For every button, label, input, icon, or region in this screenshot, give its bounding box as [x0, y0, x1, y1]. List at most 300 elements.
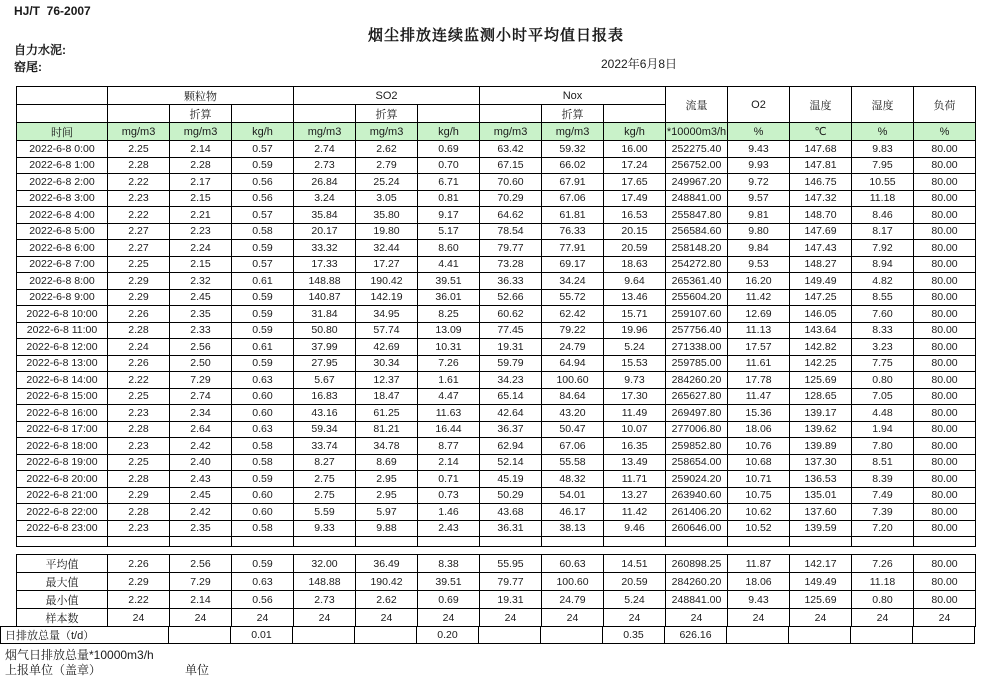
value-cell: 80.00 — [914, 223, 976, 240]
value-cell: 148.27 — [790, 256, 852, 273]
value-cell: 18.63 — [604, 256, 666, 273]
value-cell: 26.84 — [294, 174, 356, 191]
value-cell: 9.80 — [728, 223, 790, 240]
value-cell: 20.59 — [604, 240, 666, 257]
time-cell: 2022-6-8 21:00 — [17, 487, 108, 504]
value-cell: 258654.00 — [666, 454, 728, 471]
unit-cell: kg/h — [232, 123, 294, 141]
value-cell: 80.00 — [914, 421, 976, 438]
empty-cell — [728, 537, 790, 547]
value-cell: 2.35 — [170, 520, 232, 537]
value-cell: 2.24 — [170, 240, 232, 257]
time-cell: 2022-6-8 7:00 — [17, 256, 108, 273]
summary-value-cell: 24 — [914, 609, 976, 627]
value-cell: 137.30 — [790, 454, 852, 471]
daily-total-cell — [789, 627, 851, 644]
value-cell: 16.20 — [728, 273, 790, 290]
value-cell: 0.70 — [418, 157, 480, 174]
empty-cell — [666, 537, 728, 547]
value-cell: 2.17 — [170, 174, 232, 191]
summary-value-cell: 5.24 — [604, 591, 666, 609]
value-cell: 10.31 — [418, 339, 480, 356]
value-cell: 70.60 — [480, 174, 542, 191]
value-cell: 59.32 — [542, 141, 604, 158]
value-cell: 20.17 — [294, 223, 356, 240]
time-cell: 2022-6-8 1:00 — [17, 157, 108, 174]
value-cell: 0.57 — [232, 207, 294, 224]
daily-total-cell — [293, 627, 355, 644]
unit-cell: mg/m3 — [480, 123, 542, 141]
value-cell: 0.57 — [232, 256, 294, 273]
value-cell: 2.95 — [356, 471, 418, 488]
value-cell: 33.32 — [294, 240, 356, 257]
value-cell: 7.20 — [852, 520, 914, 537]
value-cell: 265627.80 — [666, 388, 728, 405]
empty-cell — [790, 537, 852, 547]
value-cell: 59.79 — [480, 355, 542, 372]
value-cell: 36.31 — [480, 520, 542, 537]
value-cell: 8.77 — [418, 438, 480, 455]
summary-value-cell: 24 — [232, 609, 294, 627]
table-row — [17, 355, 976, 372]
value-cell: 46.17 — [542, 504, 604, 521]
value-cell: 2.23 — [170, 223, 232, 240]
daily-total-cell — [851, 627, 913, 644]
summary-table — [16, 554, 976, 627]
summary-value-cell: 2.73 — [294, 591, 356, 609]
value-cell: 0.59 — [232, 289, 294, 306]
value-cell: 0.59 — [232, 306, 294, 323]
table-row — [17, 256, 976, 273]
value-cell: 17.49 — [604, 190, 666, 207]
value-cell: 36.33 — [480, 273, 542, 290]
value-cell: 31.84 — [294, 306, 356, 323]
value-cell: 2.95 — [356, 487, 418, 504]
value-cell: 8.33 — [852, 322, 914, 339]
value-cell: 2.22 — [108, 207, 170, 224]
time-cell: 2022-6-8 22:00 — [17, 504, 108, 521]
value-cell: 256752.00 — [666, 157, 728, 174]
summary-value-cell: 2.26 — [108, 555, 170, 573]
value-cell: 50.29 — [480, 487, 542, 504]
time-cell: 2022-6-8 18:00 — [17, 438, 108, 455]
value-cell: 17.65 — [604, 174, 666, 191]
summary-value-cell: 2.62 — [356, 591, 418, 609]
table-row — [17, 141, 976, 158]
value-cell: 136.53 — [790, 471, 852, 488]
value-cell: 3.24 — [294, 190, 356, 207]
summary-value-cell: 260898.25 — [666, 555, 728, 573]
summary-row — [17, 555, 976, 573]
value-cell: 7.26 — [418, 355, 480, 372]
col-o2: O2 — [728, 87, 790, 123]
value-cell: 2.75 — [294, 471, 356, 488]
value-cell: 8.69 — [356, 454, 418, 471]
value-cell: 2.15 — [170, 190, 232, 207]
value-cell: 5.67 — [294, 372, 356, 389]
value-cell: 8.60 — [418, 240, 480, 257]
value-cell: 11.49 — [604, 405, 666, 422]
value-cell: 0.57 — [232, 141, 294, 158]
value-cell: 35.80 — [356, 207, 418, 224]
value-cell: 249967.20 — [666, 174, 728, 191]
value-cell: 0.63 — [232, 421, 294, 438]
unit-cell: % — [914, 123, 976, 141]
unit-label: 单位 — [185, 663, 210, 676]
value-cell: 3.05 — [356, 190, 418, 207]
time-cell: 2022-6-8 9:00 — [17, 289, 108, 306]
value-cell: 18.47 — [356, 388, 418, 405]
summary-value-cell: 32.00 — [294, 555, 356, 573]
time-cell: 2022-6-8 23:00 — [17, 520, 108, 537]
value-cell: 80.00 — [914, 504, 976, 521]
value-cell: 125.69 — [790, 372, 852, 389]
empty-cell — [294, 537, 356, 547]
time-cell: 2022-6-8 16:00 — [17, 405, 108, 422]
value-cell: 2.43 — [418, 520, 480, 537]
value-cell: 259785.00 — [666, 355, 728, 372]
value-cell: 252275.40 — [666, 141, 728, 158]
daily-total-cell — [169, 627, 231, 644]
value-cell: 2.40 — [170, 454, 232, 471]
value-cell: 139.89 — [790, 438, 852, 455]
summary-value-cell: 24 — [604, 609, 666, 627]
value-cell: 43.16 — [294, 405, 356, 422]
summary-value-cell: 125.69 — [790, 591, 852, 609]
value-cell: 5.59 — [294, 504, 356, 521]
value-cell: 17.27 — [356, 256, 418, 273]
value-cell: 190.42 — [356, 273, 418, 290]
table-row — [17, 174, 976, 191]
value-cell: 284260.20 — [666, 372, 728, 389]
value-cell: 0.61 — [232, 339, 294, 356]
value-cell: 9.46 — [604, 520, 666, 537]
company-label: 自力水泥: — [14, 43, 66, 57]
summary-value-cell: 248841.00 — [666, 591, 728, 609]
value-cell: 255604.20 — [666, 289, 728, 306]
summary-value-cell: 36.49 — [356, 555, 418, 573]
summary-value-cell: 19.31 — [480, 591, 542, 609]
value-cell: 80.00 — [914, 273, 976, 290]
value-cell: 2.34 — [170, 405, 232, 422]
value-cell: 16.00 — [604, 141, 666, 158]
value-cell: 2.25 — [108, 256, 170, 273]
value-cell: 55.58 — [542, 454, 604, 471]
daily-total-cell — [355, 627, 417, 644]
value-cell: 255847.80 — [666, 207, 728, 224]
value-cell: 1.46 — [418, 504, 480, 521]
summary-value-cell: 24 — [852, 609, 914, 627]
value-cell: 80.00 — [914, 405, 976, 422]
value-cell: 2.56 — [170, 339, 232, 356]
value-cell: 13.46 — [604, 289, 666, 306]
value-cell: 5.97 — [356, 504, 418, 521]
empty-cell — [17, 537, 108, 547]
daily-total-cell: 626.16 — [665, 627, 727, 644]
value-cell: 0.60 — [232, 388, 294, 405]
value-cell: 80.00 — [914, 339, 976, 356]
value-cell: 2.62 — [356, 141, 418, 158]
value-cell: 2.14 — [418, 454, 480, 471]
value-cell: 81.21 — [356, 421, 418, 438]
value-cell: 4.47 — [418, 388, 480, 405]
value-cell: 148.88 — [294, 273, 356, 290]
value-cell: 17.33 — [294, 256, 356, 273]
value-cell: 80.00 — [914, 141, 976, 158]
value-cell: 61.25 — [356, 405, 418, 422]
value-cell: 0.60 — [232, 405, 294, 422]
summary-row — [17, 609, 976, 627]
summary-value-cell: 149.49 — [790, 573, 852, 591]
value-cell: 0.71 — [418, 471, 480, 488]
summary-value-cell: 142.17 — [790, 555, 852, 573]
empty-cell — [232, 537, 294, 547]
time-cell: 2022-6-8 12:00 — [17, 339, 108, 356]
value-cell: 2.43 — [170, 471, 232, 488]
value-cell: 80.00 — [914, 240, 976, 257]
value-cell: 9.53 — [728, 256, 790, 273]
value-cell: 9.93 — [728, 157, 790, 174]
value-cell: 10.55 — [852, 174, 914, 191]
time-cell: 2022-6-8 19:00 — [17, 454, 108, 471]
value-cell: 271338.00 — [666, 339, 728, 356]
value-cell: 35.84 — [294, 207, 356, 224]
value-cell: 259024.20 — [666, 471, 728, 488]
time-cell: 2022-6-8 8:00 — [17, 273, 108, 290]
value-cell: 80.00 — [914, 256, 976, 273]
value-cell: 59.34 — [294, 421, 356, 438]
value-cell: 261406.20 — [666, 504, 728, 521]
daily-total-table — [0, 626, 975, 644]
table-row — [17, 454, 976, 471]
value-cell: 11.13 — [728, 322, 790, 339]
value-cell: 17.24 — [604, 157, 666, 174]
value-cell: 80.00 — [914, 454, 976, 471]
summary-value-cell: 0.56 — [232, 591, 294, 609]
value-cell: 67.15 — [480, 157, 542, 174]
value-cell: 84.64 — [542, 388, 604, 405]
value-cell: 19.96 — [604, 322, 666, 339]
value-cell: 63.42 — [480, 141, 542, 158]
value-cell: 0.59 — [232, 240, 294, 257]
value-cell: 0.58 — [232, 454, 294, 471]
summary-row — [17, 573, 976, 591]
value-cell: 36.01 — [418, 289, 480, 306]
value-cell: 19.80 — [356, 223, 418, 240]
value-cell: 2.64 — [170, 421, 232, 438]
value-cell: 9.73 — [604, 372, 666, 389]
value-cell: 15.36 — [728, 405, 790, 422]
value-cell: 147.68 — [790, 141, 852, 158]
value-cell: 2.29 — [108, 273, 170, 290]
value-cell: 2.25 — [108, 388, 170, 405]
summary-value-cell: 55.95 — [480, 555, 542, 573]
col-temp: 温度 — [790, 87, 852, 123]
value-cell: 30.34 — [356, 355, 418, 372]
unit-cell: kg/h — [604, 123, 666, 141]
value-cell: 7.95 — [852, 157, 914, 174]
unit-cell: % — [852, 123, 914, 141]
value-cell: 7.60 — [852, 306, 914, 323]
summary-value-cell: 11.87 — [728, 555, 790, 573]
value-cell: 57.74 — [356, 322, 418, 339]
flow-footnote: 烟气日排放总量*10000m3/h — [5, 648, 154, 662]
value-cell: 80.00 — [914, 388, 976, 405]
value-cell: 10.75 — [728, 487, 790, 504]
summary-value-cell: 11.18 — [852, 573, 914, 591]
value-cell: 2.22 — [108, 174, 170, 191]
value-cell: 2.28 — [108, 421, 170, 438]
report-unit-label: 上报单位（盖章） — [5, 663, 102, 676]
value-cell: 17.57 — [728, 339, 790, 356]
value-cell: 80.00 — [914, 190, 976, 207]
daily-total-cell — [541, 627, 603, 644]
value-cell: 7.29 — [170, 372, 232, 389]
summary-value-cell: 148.88 — [294, 573, 356, 591]
value-cell: 80.00 — [914, 157, 976, 174]
value-cell: 2.27 — [108, 223, 170, 240]
summary-value-cell: 24.79 — [542, 591, 604, 609]
unit-header-row — [17, 123, 976, 141]
value-cell: 42.69 — [356, 339, 418, 356]
time-cell: 2022-6-8 10:00 — [17, 306, 108, 323]
value-cell: 2.26 — [108, 355, 170, 372]
value-cell: 2.74 — [294, 141, 356, 158]
value-cell: 9.81 — [728, 207, 790, 224]
time-cell: 2022-6-8 13:00 — [17, 355, 108, 372]
value-cell: 20.15 — [604, 223, 666, 240]
value-cell: 13.27 — [604, 487, 666, 504]
value-cell: 2.45 — [170, 487, 232, 504]
table-row — [17, 289, 976, 306]
value-cell: 0.80 — [852, 372, 914, 389]
value-cell: 4.48 — [852, 405, 914, 422]
value-cell: 34.23 — [480, 372, 542, 389]
value-cell: 4.41 — [418, 256, 480, 273]
value-cell: 80.00 — [914, 207, 976, 224]
daily-total-label: 日排放总量（t/d） — [1, 627, 169, 644]
value-cell: 0.56 — [232, 174, 294, 191]
value-cell: 37.99 — [294, 339, 356, 356]
summary-value-cell: 8.38 — [418, 555, 480, 573]
value-cell: 2.29 — [108, 487, 170, 504]
value-cell: 67.91 — [542, 174, 604, 191]
summary-value-cell: 24 — [356, 609, 418, 627]
value-cell: 34.95 — [356, 306, 418, 323]
unit-cell: ℃ — [790, 123, 852, 141]
value-cell: 11.47 — [728, 388, 790, 405]
value-cell: 2.26 — [108, 306, 170, 323]
value-cell: 13.49 — [604, 454, 666, 471]
empty-cell — [542, 537, 604, 547]
value-cell: 61.81 — [542, 207, 604, 224]
value-cell: 259107.60 — [666, 306, 728, 323]
value-cell: 80.00 — [914, 306, 976, 323]
value-cell: 2.33 — [170, 322, 232, 339]
value-cell: 2.23 — [108, 520, 170, 537]
value-cell: 146.05 — [790, 306, 852, 323]
value-cell: 24.79 — [542, 339, 604, 356]
value-cell: 77.91 — [542, 240, 604, 257]
value-cell: 10.71 — [728, 471, 790, 488]
report-date: 2022年6月8日 — [601, 57, 678, 71]
value-cell: 10.52 — [728, 520, 790, 537]
col-flow: 流量 — [666, 87, 728, 123]
value-cell: 60.62 — [480, 306, 542, 323]
value-cell: 0.81 — [418, 190, 480, 207]
value-cell: 269497.80 — [666, 405, 728, 422]
value-cell: 2.35 — [170, 306, 232, 323]
value-cell: 9.84 — [728, 240, 790, 257]
daily-total-cell: 0.20 — [417, 627, 479, 644]
table-row — [17, 520, 976, 537]
value-cell: 34.78 — [356, 438, 418, 455]
value-cell: 12.69 — [728, 306, 790, 323]
summary-label: 样本数 — [17, 609, 108, 627]
value-cell: 2.29 — [108, 289, 170, 306]
time-cell: 2022-6-8 4:00 — [17, 207, 108, 224]
value-cell: 140.87 — [294, 289, 356, 306]
unit-cell: mg/m3 — [356, 123, 418, 141]
value-cell: 9.43 — [728, 141, 790, 158]
value-cell: 0.59 — [232, 355, 294, 372]
value-cell: 54.01 — [542, 487, 604, 504]
summary-value-cell: 24 — [480, 609, 542, 627]
value-cell: 45.19 — [480, 471, 542, 488]
value-cell: 50.47 — [542, 421, 604, 438]
value-cell: 2.24 — [108, 339, 170, 356]
summary-value-cell: 7.26 — [852, 555, 914, 573]
value-cell: 258148.20 — [666, 240, 728, 257]
daily-total-cell: 0.01 — [231, 627, 293, 644]
value-cell: 16.83 — [294, 388, 356, 405]
time-cell: 2022-6-8 5:00 — [17, 223, 108, 240]
value-cell: 11.61 — [728, 355, 790, 372]
daily-total-cell — [727, 627, 789, 644]
value-cell: 80.00 — [914, 174, 976, 191]
value-cell: 16.35 — [604, 438, 666, 455]
value-cell: 70.29 — [480, 190, 542, 207]
value-cell: 2.73 — [294, 157, 356, 174]
value-cell: 2.25 — [108, 454, 170, 471]
value-cell: 0.60 — [232, 487, 294, 504]
value-cell: 0.69 — [418, 141, 480, 158]
value-cell: 17.30 — [604, 388, 666, 405]
daily-total-row — [1, 627, 975, 644]
table-row — [17, 438, 976, 455]
table-row — [17, 388, 976, 405]
value-cell: 8.55 — [852, 289, 914, 306]
table-row — [17, 487, 976, 504]
value-cell: 2.45 — [170, 289, 232, 306]
value-cell: 7.92 — [852, 240, 914, 257]
unit-cell: mg/m3 — [170, 123, 232, 141]
value-cell: 64.94 — [542, 355, 604, 372]
value-cell: 2.28 — [108, 471, 170, 488]
value-cell: 142.25 — [790, 355, 852, 372]
value-cell: 2.75 — [294, 487, 356, 504]
value-cell: 62.94 — [480, 438, 542, 455]
summary-value-cell: 24 — [790, 609, 852, 627]
value-cell: 42.64 — [480, 405, 542, 422]
value-cell: 10.68 — [728, 454, 790, 471]
value-cell: 19.31 — [480, 339, 542, 356]
value-cell: 143.64 — [790, 322, 852, 339]
corner-cell — [17, 105, 108, 123]
value-cell: 9.72 — [728, 174, 790, 191]
summary-label: 最大值 — [17, 573, 108, 591]
table-row — [17, 322, 976, 339]
